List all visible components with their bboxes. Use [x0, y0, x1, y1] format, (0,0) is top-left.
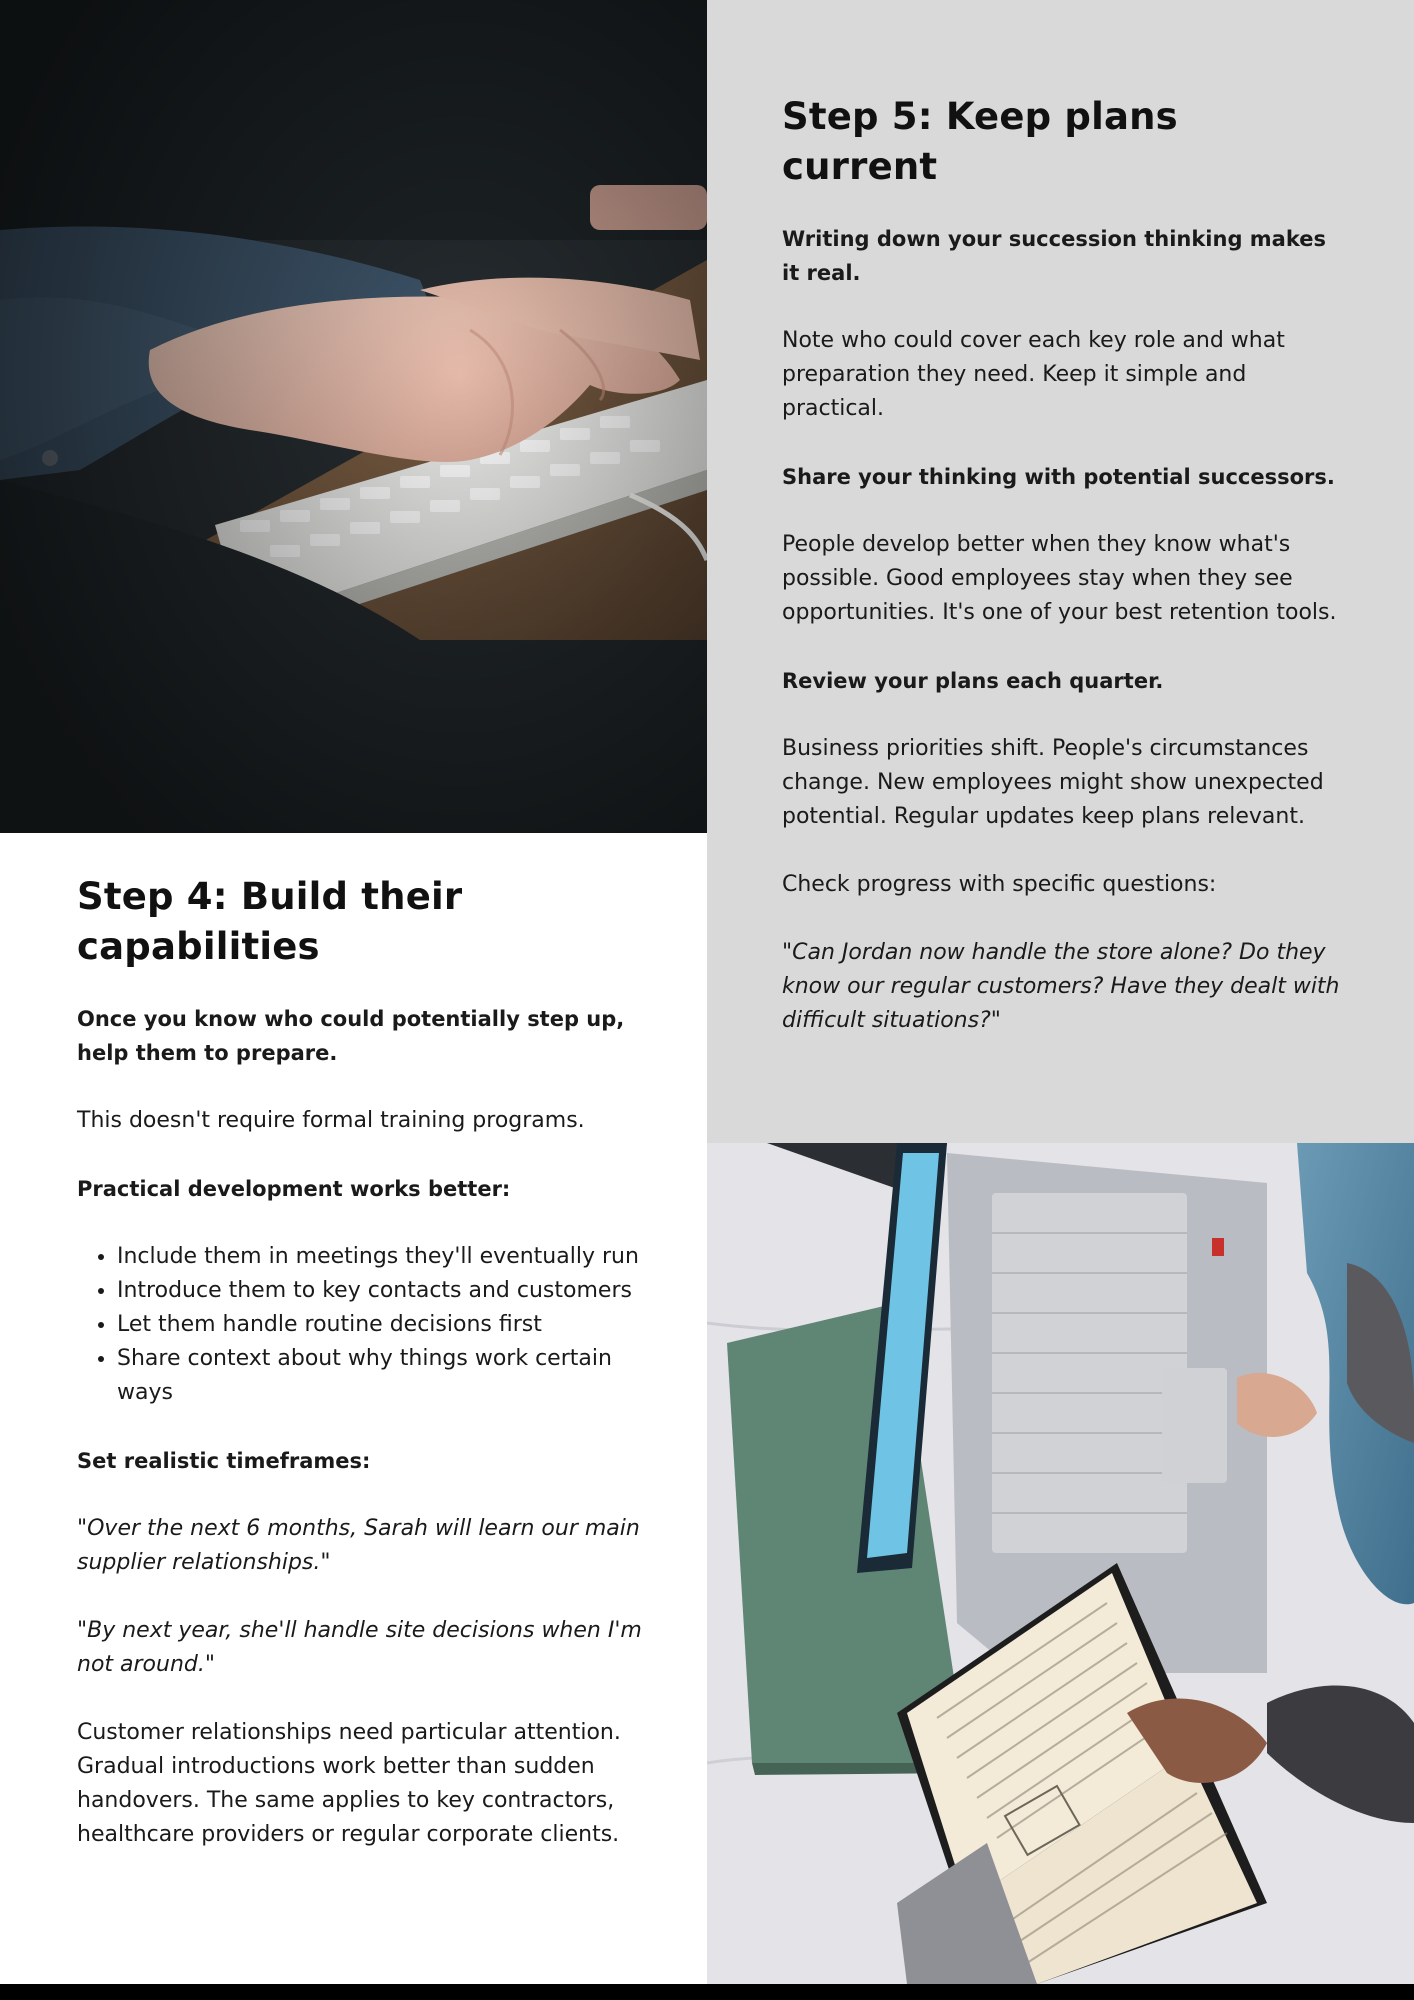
step5-subheading-share: Share your thinking with potential successors.: [782, 465, 1335, 489]
keyboard-illustration: [0, 0, 707, 833]
bottom-bar: [0, 1984, 1414, 2000]
step4-title: Step 4: Build their capabilities: [77, 875, 463, 968]
step5-quote: "Can Jordan now handle the store alone? Do they know our regular customers? Have they dealt with difficult situations?": [782, 940, 1340, 1033]
step4-bullet-list: [77, 1240, 667, 1410]
step4-quote-2: "By next year, she'll handle site decisions when I'm not around.": [77, 1618, 642, 1677]
photo-laptop-and-book: [707, 1143, 1414, 1984]
step5-subheading-review: Review your plans each quarter.: [782, 669, 1164, 693]
step4-subheading-practical: Practical development works better:: [77, 1177, 511, 1201]
list-item: • Share context about why things work certain ways: [117, 1342, 667, 1410]
step5-paragraph-review: Business priorities shift. People's circumstances change. New employees might show unexpected potential. Regular updates keep plans relevant.: [782, 736, 1324, 829]
step4-section: [77, 872, 667, 1886]
step5-section: [782, 92, 1342, 1072]
list-item: • Introduce them to key contacts and customers: [117, 1274, 667, 1308]
laptop-illustration: [707, 1143, 1414, 1984]
list-item: • Let them handle routine decisions first: [117, 1308, 667, 1342]
step4-paragraph-customers: Customer relationships need particular attention. Gradual introductions work better than sudden handovers. The same applies to key contractors, healthcare providers or regular corporate clients.: [77, 1720, 621, 1847]
step4-subheading-prepare: Once you know who could potentially step up, help them to prepare.: [77, 1007, 625, 1065]
step4-quote-1: "Over the next 6 months, Sarah will learn our main supplier relationships.": [77, 1516, 640, 1575]
step5-paragraph-questions: Check progress with specific questions:: [782, 872, 1217, 897]
photo-hands-typing: [0, 0, 707, 833]
list-item: • Include them in meetings they'll eventually run: [117, 1240, 667, 1274]
step5-subheading-write: Writing down your succession thinking makes it real.: [782, 227, 1327, 285]
step5-title: Step 5: Keep plans current: [782, 95, 1178, 188]
step4-paragraph-training: This doesn't require formal training programs.: [77, 1108, 585, 1133]
step5-paragraph-write: Note who could cover each key role and what preparation they need. Keep it simple and practical.: [782, 328, 1285, 421]
step5-paragraph-share: People develop better when they know what's possible. Good employees stay when they see opportunities. It's one of your best retention tools.: [782, 532, 1337, 625]
step4-subheading-timeframes: Set realistic timeframes:: [77, 1449, 371, 1473]
